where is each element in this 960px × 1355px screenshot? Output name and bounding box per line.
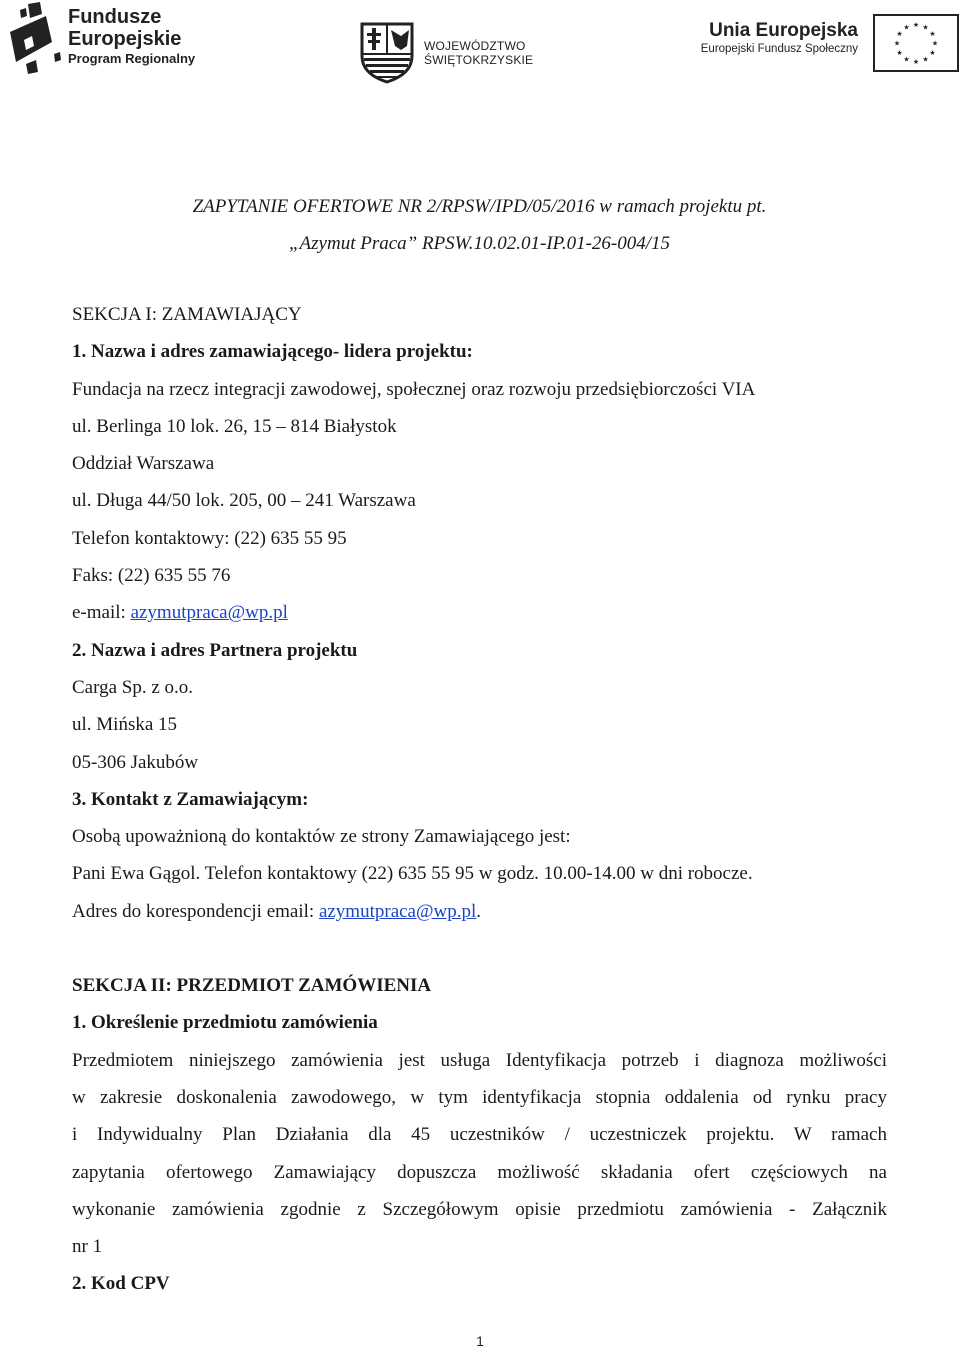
svg-text:★: ★	[903, 23, 910, 32]
fe-line-3: Program Regionalny	[68, 51, 196, 66]
partner-street: ul. Mińska 15	[72, 714, 178, 736]
unia-europejska-logo	[672, 14, 960, 74]
email-link[interactable]: azymutpraca@wp.pl	[130, 602, 288, 624]
fundusze-europejskie-text	[68, 6, 195, 68]
svg-text:★: ★	[922, 23, 929, 32]
svg-text:★: ★	[903, 55, 910, 64]
fundusze-europejskie-emblem-icon	[6, 2, 62, 74]
contact-email-row	[72, 594, 887, 631]
title-line-2: „Azymut Praca” RPSW.10.02.01-IP.01-26-004/15	[288, 233, 671, 254]
correspondence-row	[72, 893, 887, 930]
correspondence-label: Adres do korespondencji email:	[72, 900, 319, 922]
email-label: e-mail:	[72, 602, 131, 624]
fe-line-2: Europejskie	[68, 28, 182, 50]
contact-phone: Telefon kontaktowy: (22) 635 55 95	[72, 527, 347, 549]
partner-name: Carga Sp. z o.o.	[72, 676, 194, 698]
paragraph-line: i Indywidualny Plan Działania dla 45 uczestników / uczestniczek projektu. W ramach	[72, 1124, 887, 1146]
section-1-item-2-heading: 2. Nazwa i adres Partnera projektu	[72, 639, 358, 661]
svg-text:★: ★	[931, 39, 939, 48]
organization-address: ul. Berlinga 10 lok. 26, 15 – 814 Białystok	[72, 415, 397, 437]
svg-text:★: ★	[893, 39, 901, 48]
branch-name: Oddział Warszawa	[72, 453, 215, 475]
contact-fax: Faks: (22) 635 55 76	[72, 565, 231, 587]
contact-intro: Osobą upoważnioną do kontaktów ze strony Zamawiającego jest:	[72, 826, 571, 848]
branch-address: ul. Długa 44/50 lok. 205, 00 – 241 Warszawa	[72, 490, 416, 512]
title-line-1: ZAPYTANIE OFERTOWE NR 2/RPSW/IPD/05/2016 w ramach projektu pt.	[192, 196, 767, 217]
organization-name: Fundacja na rzecz integracji zawodowej, społecznej oraz rozwoju przedsiębiorczości VIA	[72, 378, 756, 400]
unia-europejska-text	[680, 20, 858, 57]
wojewodztwo-swietokrzyskie-logo	[360, 22, 550, 84]
section-2-item-1-heading: 1. Określenie przedmiotu zamówienia	[72, 1012, 378, 1034]
svg-text:★: ★	[922, 55, 929, 64]
svg-text:★: ★	[929, 49, 936, 57]
paragraph-line: zapytania ofertowego Zamawiający dopuszcza możliwość składania ofert częściowych na	[72, 1161, 887, 1183]
svg-text:★: ★	[896, 30, 903, 38]
spacer	[72, 262, 887, 296]
document-title	[72, 188, 887, 262]
svg-text:★: ★	[929, 30, 936, 38]
partner-city: 05-306 Jakubów	[72, 751, 199, 773]
svg-text:★: ★	[912, 21, 920, 29]
sw-line-1: WOJEWÓDZTWO	[424, 39, 526, 53]
section-2-heading: SEKCJA II: PRZEDMIOT ZAMÓWIENIA	[72, 975, 432, 997]
ue-line-1: Unia Europejska	[709, 20, 858, 41]
section-1-heading: SEKCJA I: ZAMAWIAJĄCY	[72, 304, 302, 325]
contact-person: Pani Ewa Gągol. Telefon kontaktowy (22) 635 55 95 w godz. 10.00-14.00 w dni robocze.	[72, 863, 753, 885]
section-1	[72, 296, 887, 930]
swietokrzyskie-crest-icon	[360, 22, 414, 84]
paragraph-line: nr 1	[72, 1236, 103, 1258]
section-2-item-2-heading: 2. Kod CPV	[72, 1273, 170, 1295]
svg-text:★: ★	[896, 49, 903, 57]
paragraph-line: w zakresie doskonalenia zawodowego, w tym identyfikacja stopnia oddalenia od rynku pracy	[72, 1086, 887, 1108]
correspondence-end: .	[476, 900, 481, 922]
eu-flag-icon	[873, 14, 959, 72]
ue-line-2: Europejski Fundusz Społeczny	[700, 43, 858, 55]
fundusze-europejskie-logo	[6, 2, 206, 74]
page-header	[0, 0, 960, 80]
document-body	[72, 188, 887, 1303]
section-2	[72, 967, 887, 1303]
paragraph-line: wykonanie zamówienia zgodnie z Szczegółowym opisie przedmiotu zamówienia - Załącznik	[72, 1198, 887, 1220]
paragraph-line: Przedmiotem niniejszego zamówienia jest usługa Identyfikacja potrzeb i diagnoza możliwości	[72, 1049, 887, 1071]
section-2-paragraph	[72, 1042, 887, 1266]
section-1-item-1-heading: 1. Nazwa i adres zamawiającego- lidera projektu:	[72, 341, 473, 363]
section-1-item-3-heading: 3. Kontakt z Zamawiającym:	[72, 788, 309, 810]
spacer	[72, 930, 887, 967]
page-number: 1	[476, 1333, 484, 1349]
wojewodztwo-text	[424, 39, 533, 67]
svg-text:★: ★	[912, 58, 920, 66]
fe-line-1: Fundusze	[68, 6, 162, 28]
sw-line-2: ŚWIĘTOKRZYSKIE	[424, 53, 534, 67]
correspondence-email-link[interactable]: azymutpraca@wp.pl	[318, 900, 477, 922]
